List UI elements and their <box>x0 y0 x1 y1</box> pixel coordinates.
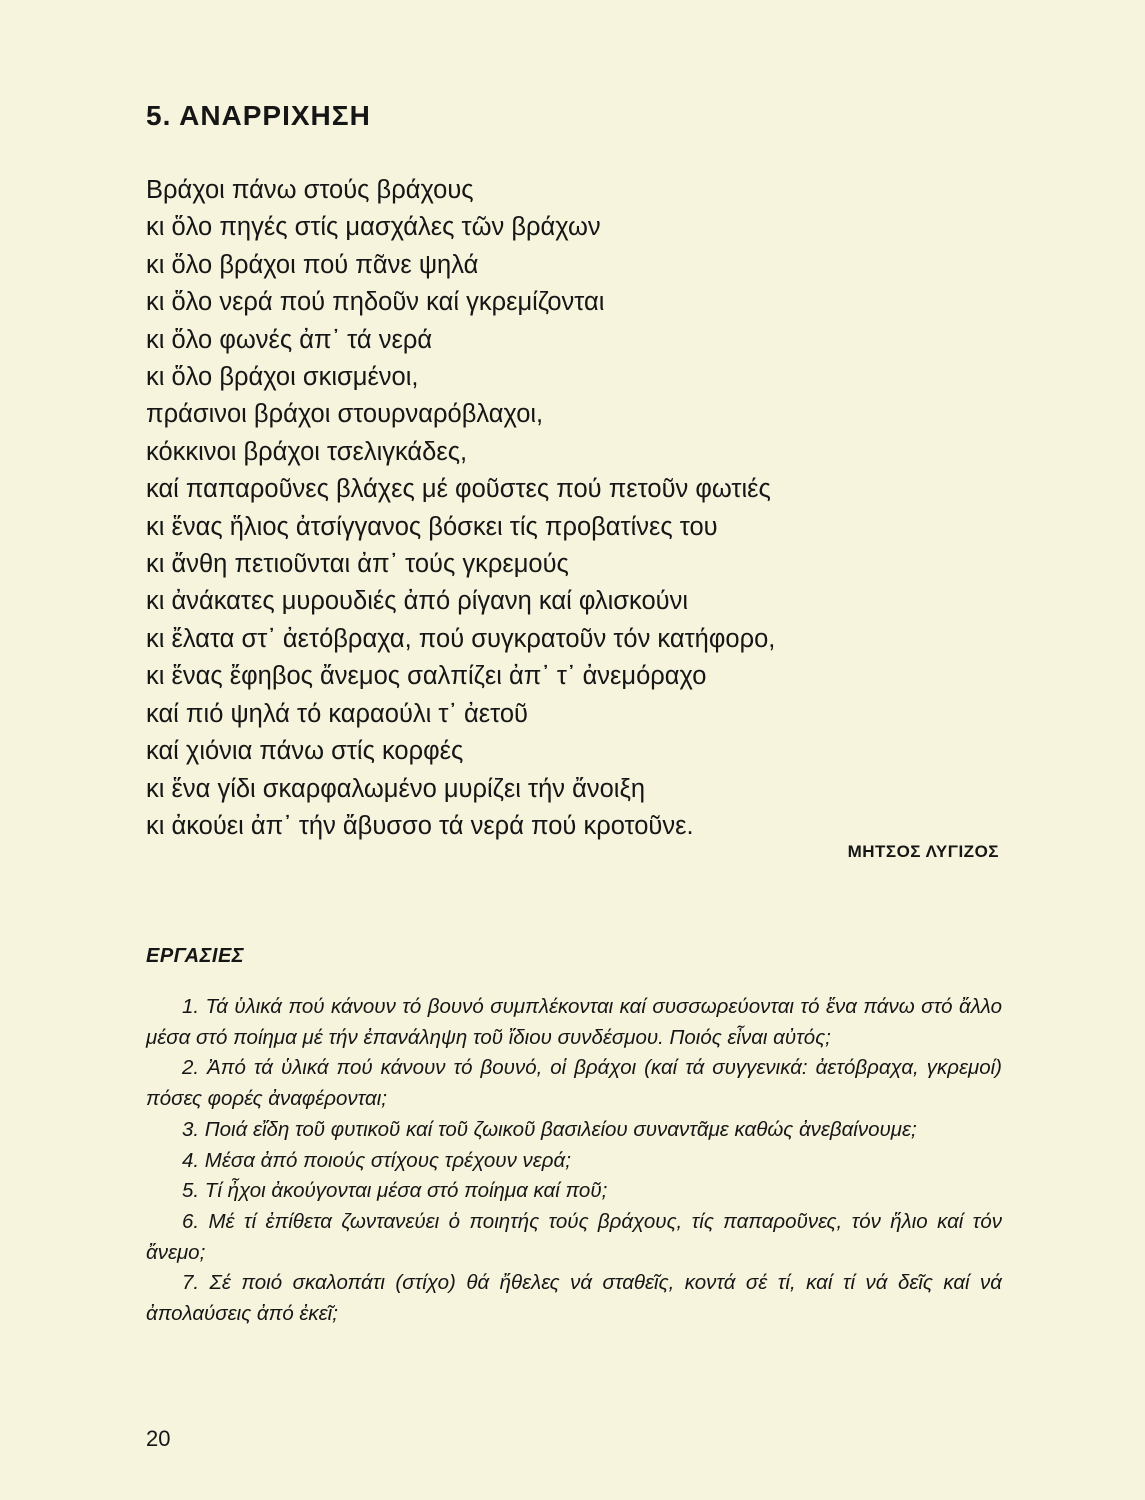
poem-line: κι ἀκούει ἀπ᾽ τήν ἄβυσσο τά νερά πού κροτοῦνε. <box>146 811 694 840</box>
poem-line: καί χιόνια πάνω στίς κορφές <box>146 737 464 766</box>
poem-line: κι ὅλο πηγές στίς μασχάλες τῶν βράχων <box>146 213 601 242</box>
poem-line: κι ἕνας ἥλιος ἀτσίγγανος βόσκει τίς προβατίνες του <box>146 512 718 541</box>
task-item: 4. Μέσα ἀπό ποιούς στίχους τρέχουν νερά; <box>182 1148 571 1172</box>
poem-line: κι ἔλατα στ᾽ ἀετόβραχα, πού συγκρατοῦν τόν κατήφορο, <box>146 624 776 653</box>
poem-lines <box>146 172 1046 845</box>
poem-title: 5. ΑΝΑΡΡΙΧΗΣΗ <box>146 100 371 131</box>
poem-line: κι ὅλο νερά πού πηδοῦν καί γκρεμίζονται <box>146 288 605 317</box>
poem-line: κι ἕνας ἔφηβος ἄνεμος σαλπίζει ἀπ᾽ τ᾽ ἀνεμόραχο <box>146 662 707 691</box>
tasks-list <box>146 992 1002 1330</box>
tasks-heading: ΕΡΓΑΣΙΕΣ <box>146 945 245 967</box>
task-item: 6. Μέ τί ἐπίθετα ζωντανεύει ὁ ποιητής τούς βράχους, τίς παπαροῦνες, τόν ἥλιο καί τόν ἄνεμο; <box>146 1209 1002 1264</box>
poem-line: κι ἕνα γίδι σκαρφαλωμένο μυρίζει τήν ἄνοιξη <box>146 774 646 803</box>
poem-author: ΜΗΤΣΟΣ ΛΥΓΙΖΟΣ <box>847 842 999 861</box>
poem-line: καί παπαροῦνες βλάχες μέ φοῦστες πού πετοῦν φωτιές <box>146 475 771 504</box>
task-item: 7. Σέ ποιό σκαλοπάτι (στίχο) θά ἤθελες νά σταθεῖς, κοντά σέ τί, καί τί νά δεῖς καί νά ἀπολαύσεις ἀπό ἐκεῖ; <box>146 1271 1002 1326</box>
poem-line: κι ὅλο φωνές ἀπ᾽ τά νερά <box>146 325 433 354</box>
task-item: 1. Τά ὑλικά πού κάνουν τό βουνό συμπλέκονται καί συσσωρεύονται τό ἕνα πάνω στό ἄλλο μέσα στό ποίημα μέ τήν ἐπανάληψη τοῦ ἴδιου συνδέσμου. Ποιός εἶναι αὐτός; <box>146 995 1002 1049</box>
poem-line: κι ἀνάκατες μυρουδιές ἀπό ρίγανη καί φλισκούνι <box>146 587 688 616</box>
poem-line: κι ἄνθη πετιοῦνται ἀπ᾽ τούς γκρεμούς <box>146 550 569 579</box>
page-number: 20 <box>146 1426 171 1451</box>
poem-line: κι ὅλο βράχοι σκισμένοι, <box>146 363 419 392</box>
task-item: 5. Τί ἦχοι ἀκούγονται μέσα στό ποίημα καί ποῦ; <box>182 1179 608 1203</box>
task-item: 3. Ποιά εἴδη τοῦ φυτικοῦ καί τοῦ ζωικοῦ βασιλείου συναντᾶμε καθώς ἀνεβαίνουμε; <box>182 1117 917 1141</box>
poem-line: πράσινοι βράχοι στουρναρόβλαχοι, <box>146 400 544 429</box>
task-item: 2. Ἀπό τά ὑλικά πού κάνουν τό βουνό, οἱ βράχοι (καί τά συγγενικά: ἀετόβραχα, γκρεμοί) πόσες φορές ἀναφέρονται; <box>146 1056 1002 1111</box>
poem-line: Βράχοι πάνω στούς βράχους <box>146 176 474 204</box>
poem-line: κόκκινοι βράχοι τσελιγκάδες, <box>146 437 468 466</box>
poem-line: κι ὅλο βράχοι πού πᾶνε ψηλά <box>146 250 479 279</box>
poem-line: καί πιό ψηλά τό καραούλι τ᾽ ἀετοῦ <box>146 699 529 728</box>
